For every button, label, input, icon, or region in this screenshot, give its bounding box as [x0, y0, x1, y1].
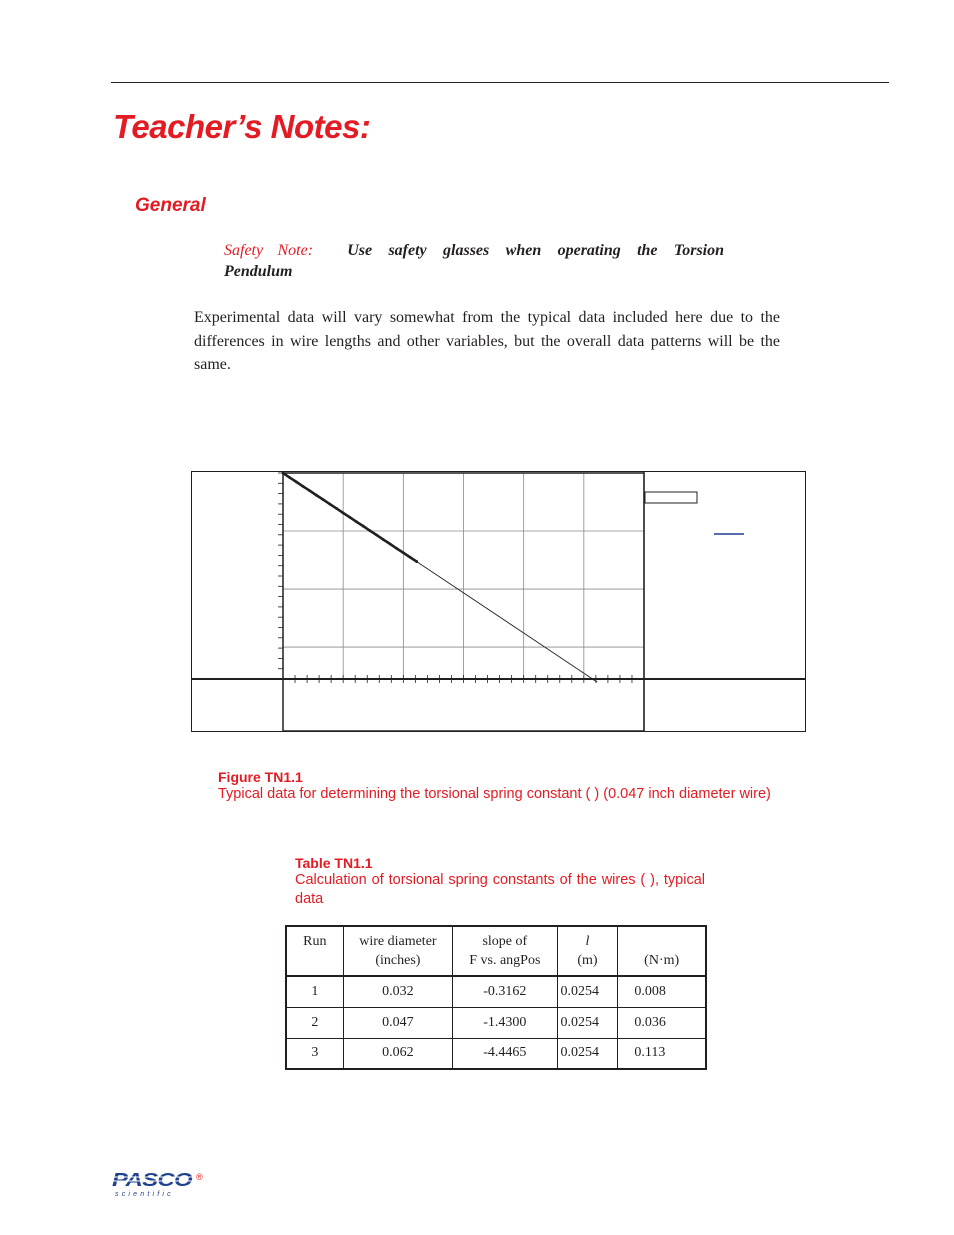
data-point	[308, 489, 311, 492]
table-caption	[295, 855, 705, 909]
cell-spring-constant: 0.113	[618, 1038, 706, 1069]
header-spring-constant-unit: (N·m)	[644, 953, 680, 968]
data-point	[369, 529, 372, 532]
data-point	[409, 556, 412, 559]
cell-length: 0.0254	[557, 976, 618, 1007]
spring-constant-table	[285, 925, 707, 1070]
cell-run: 3	[286, 1038, 343, 1069]
grid-layer	[283, 473, 644, 679]
cell-slope: -0.3162	[453, 976, 557, 1007]
data-point	[375, 534, 378, 537]
table-row	[286, 1038, 706, 1069]
cell-run: 2	[286, 1007, 343, 1038]
cell-slope: -1.4300	[453, 1007, 557, 1038]
table-header-row	[286, 926, 706, 976]
data-point	[382, 538, 385, 541]
page-title: Teacher’s Notes:	[113, 108, 371, 145]
intro-paragraph: Experimental data will vary somewhat from the typical data included here due to the differences in wire lengths and other variables, but the overall data patterns will be the same.	[194, 309, 780, 373]
header-run-text: Run	[303, 934, 327, 949]
data-point	[402, 551, 405, 554]
header-run	[286, 926, 343, 976]
cell-diameter: 0.062	[343, 1038, 452, 1069]
safety-note-label: Safety Note:	[224, 242, 314, 259]
figure-caption	[218, 769, 808, 804]
header-wire-diameter-line1: wire diameter	[359, 934, 437, 949]
x-axis-scale-panel	[283, 679, 644, 731]
header-length	[557, 926, 618, 976]
safety-note-text: Use safety glasses when operating the Torsion Pendulum	[224, 242, 725, 280]
data-point	[328, 503, 331, 506]
header-spring-constant	[618, 926, 706, 976]
cell-length: 0.0254	[557, 1007, 618, 1038]
data-point	[322, 498, 325, 501]
data-point	[362, 525, 365, 528]
top-rule	[111, 82, 889, 83]
table-label: Table TN1.1	[295, 855, 373, 871]
data-point	[355, 520, 358, 523]
header-slope-line1: slope of	[482, 934, 528, 949]
table-caption-text: Calculation of torsional spring constants of the wires ( ), typical data	[295, 872, 705, 907]
svg-text:PASCO: PASCO	[112, 1170, 193, 1190]
data-point	[302, 485, 305, 488]
data-point	[315, 494, 318, 497]
legend-box	[645, 492, 697, 503]
data-point	[295, 480, 298, 483]
table-row	[286, 976, 706, 1007]
cell-diameter: 0.032	[343, 976, 452, 1007]
safety-note	[224, 240, 724, 282]
pasco-logo-mark	[110, 1170, 210, 1198]
header-slope-line2: F vs. angPos	[469, 953, 541, 968]
force-vs-angle-graph	[192, 472, 805, 731]
ticks-layer	[278, 473, 644, 683]
header-wire-diameter	[343, 926, 452, 976]
cell-slope: -4.4465	[453, 1038, 557, 1069]
header-length-unit: (m)	[577, 953, 598, 968]
cell-run: 1	[286, 976, 343, 1007]
graph-frame	[191, 471, 806, 732]
fit-line	[417, 562, 598, 683]
svg-text:scientific: scientific	[115, 1191, 174, 1198]
cell-spring-constant: 0.008	[618, 976, 706, 1007]
figure-caption-text: Typical data for determining the torsional spring constant ( ) (0.047 inch diameter wire)	[218, 786, 771, 802]
data-point	[395, 547, 398, 550]
figure-label: Figure TN1.1	[218, 769, 303, 785]
data-point	[288, 476, 291, 479]
header-slope	[453, 926, 557, 976]
cell-spring-constant: 0.036	[618, 1007, 706, 1038]
registered-mark: ®	[196, 1172, 203, 1182]
pasco-logo	[110, 1170, 210, 1203]
data-point	[389, 542, 392, 545]
cell-diameter: 0.047	[343, 1007, 452, 1038]
cell-length: 0.0254	[557, 1038, 618, 1069]
table-row	[286, 1007, 706, 1038]
series-layer	[282, 472, 598, 682]
header-length-symbol: l	[585, 934, 590, 949]
section-heading: General	[135, 195, 206, 216]
data-point	[348, 516, 351, 519]
data-point	[342, 512, 345, 515]
data-point	[335, 507, 338, 510]
header-wire-diameter-line2: (inches)	[375, 953, 421, 968]
